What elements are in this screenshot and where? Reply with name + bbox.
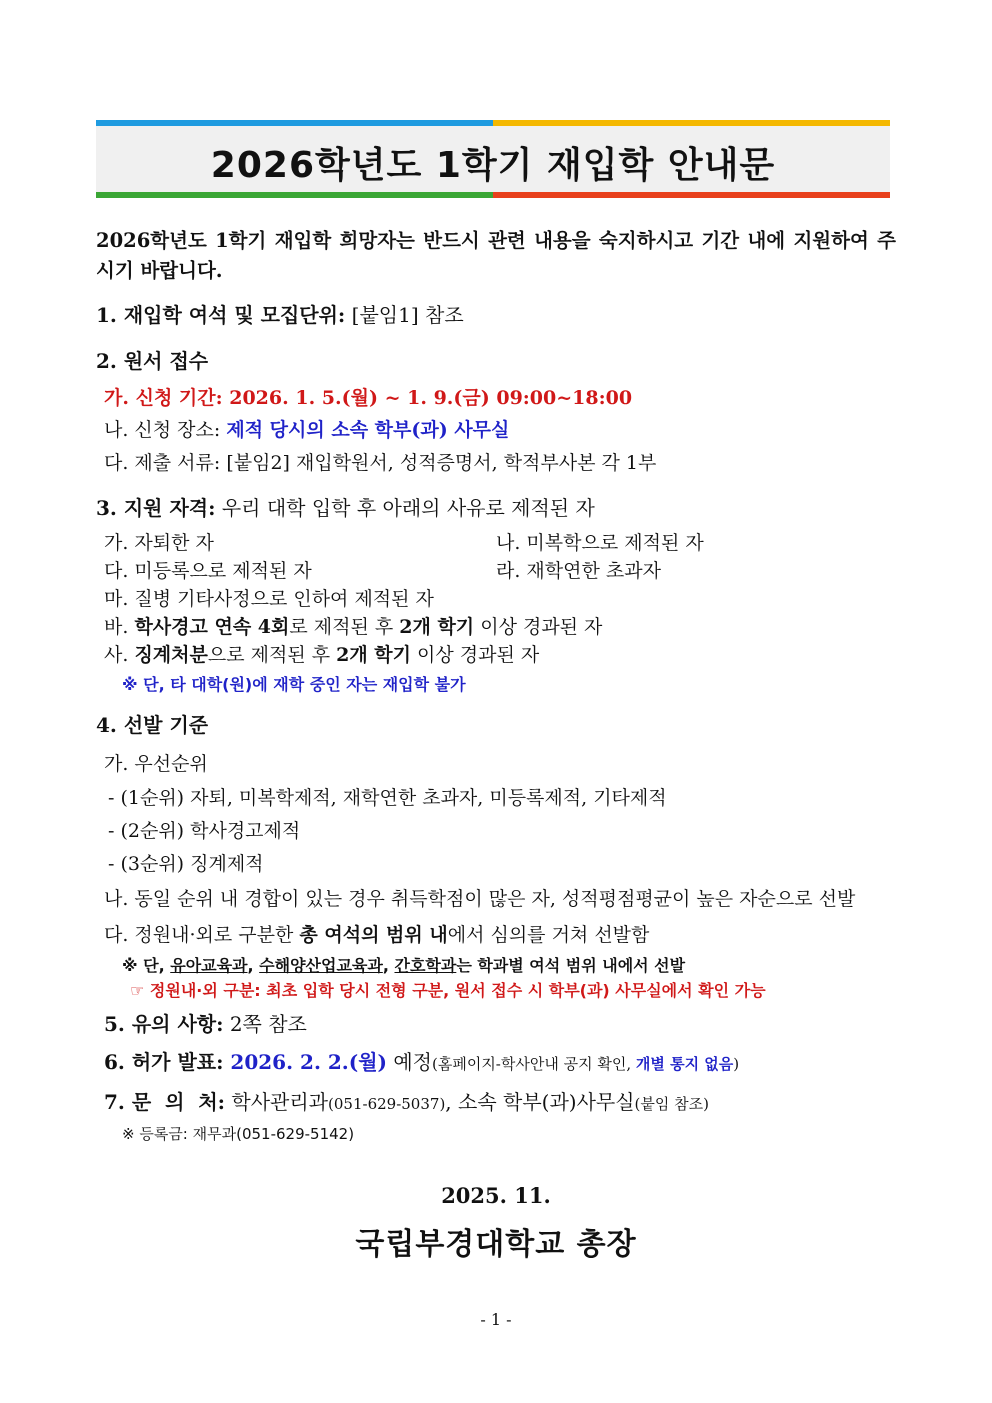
announcement-status: 예정: [387, 1050, 432, 1074]
eligibility-item: 가. 자퇴한 자: [104, 532, 214, 554]
rule-text: 에서 심의를 거쳐 선발함: [447, 924, 650, 946]
banner-bottom-bar: [96, 192, 890, 198]
eligibility-note: ※ 단, 타 대학(원)에 재학 중인 자는 재입학 불가: [122, 675, 466, 694]
title-banner: [96, 120, 890, 198]
eligibility-item: 다. 미등록으로 제적된 자: [104, 560, 312, 582]
top-bar-segment: [295, 120, 494, 126]
section-5-value: 2쪽 참조: [223, 1012, 307, 1036]
department-name: 유아교육과: [170, 956, 248, 975]
department-note: [122, 954, 685, 978]
priority-heading: 가. 우선순위: [104, 753, 208, 775]
section-1: [96, 303, 464, 327]
eligibility-item: 라. 재학연한 초과자: [496, 560, 661, 582]
quota-note: ☞ 정원내·외 구분: 최초 입학 당시 전형 구분, 원서 접수 시 학부(과) 사무실에서 확인 가능: [130, 981, 766, 1000]
item-text: 이상 경과된 자: [411, 644, 540, 666]
note-suffix: 는 학과별 여석 범위 내에서 선발: [456, 956, 686, 975]
contact-phone: (051-629-5037): [328, 1095, 446, 1113]
application-place: [104, 418, 509, 442]
bottom-bar-segment: [295, 192, 494, 198]
required-documents: 다. 제출 서류: [붙임2] 재입학원서, 성적증명서, 학적부사본 각 1부: [104, 452, 657, 474]
item-bold: 2개 학기: [336, 644, 412, 666]
eligibility-item: 나. 미복학으로 제적된 자: [496, 532, 704, 554]
banner-top-bar: [96, 120, 890, 126]
separator: ,: [382, 956, 395, 975]
priority-rank: - (1순위) 자퇴, 미복학제적, 재학연한 초과자, 미등록제적, 기타제적: [108, 787, 667, 809]
document-signer: 국립부경대학교 총장: [355, 1227, 637, 1262]
note-prefix: ※ 단,: [122, 956, 171, 975]
item-prefix: 바.: [104, 616, 135, 638]
section-1-label: 1. 재입학 여석 및 모집단위:: [96, 303, 346, 327]
eligibility-item: 마. 질병 기타사정으로 인하여 제적된 자: [104, 588, 434, 610]
contact-department: , 소속 학부(과)사무실: [445, 1090, 635, 1114]
bottom-bar-segment: [493, 192, 692, 198]
section-3-desc: 우리 대학 입학 후 아래의 사유로 제적된 자: [215, 496, 595, 520]
contact-office: 학사관리과: [225, 1090, 329, 1114]
tie-break-rule: 나. 동일 순위 내 경합이 있는 경우 취득학점이 많은 자, 성적평점평균이 높은 자순으로 선발: [104, 888, 856, 910]
intro-paragraph: 2026학년도 1학기 재입학 희망자는 반드시 관련 내용을 숙지하시고 기간 내에 지원하여 주시기 바랍니다.: [96, 229, 896, 282]
section-6-label: 6. 허가 발표:: [104, 1050, 224, 1074]
announcement-note-close: ): [733, 1055, 740, 1073]
section-1-value: [붙임1] 참조: [345, 303, 464, 327]
announcement-note: (홈페이지-학사안내 공지 확인,: [432, 1055, 636, 1073]
application-place-value: 제적 당시의 소속 학부(과) 사무실: [226, 419, 510, 441]
application-place-label: 나. 신청 장소:: [104, 419, 227, 441]
eligibility-item: [104, 615, 602, 639]
department-name: 간호학과: [394, 956, 457, 975]
item-text: 으로 제적된 후: [207, 644, 337, 666]
page-title: 2026학년도 1학기 재입학 안내문: [210, 145, 776, 186]
announcement-date: 2026. 2. 2.(월): [223, 1050, 387, 1074]
section-6: [104, 1050, 739, 1076]
contact-attachment-note: (붙임 참조): [634, 1095, 709, 1113]
tuition-contact-note: ※ 등록금: 재무과(051-629-5142): [122, 1125, 355, 1143]
bottom-bar-segment: [96, 192, 295, 198]
section-7-label: 7. 문 의 처:: [104, 1090, 226, 1114]
section-2-heading: 2. 원서 접수: [96, 349, 209, 373]
item-text: 이상 경과된 자: [474, 616, 603, 638]
no-individual-notice: 개별 통지 없음: [635, 1055, 734, 1073]
item-bold: 징계처분: [134, 644, 208, 666]
selection-rule: [104, 923, 649, 947]
item-bold: 2개 학기: [399, 616, 475, 638]
document-date: 2025. 11.: [441, 1183, 551, 1208]
priority-rank: - (2순위) 학사경고제적: [108, 820, 301, 842]
application-period: 가. 신청 기간: 2026. 1. 5.(월) ~ 1. 9.(금) 09:00~18:00: [104, 387, 633, 409]
eligibility-item: [104, 643, 539, 667]
separator: ,: [247, 956, 260, 975]
section-3-label: 3. 지원 자격:: [96, 496, 216, 520]
rule-text: 다. 정원내·외로 구분한: [104, 924, 300, 946]
top-bar-segment: [96, 120, 295, 126]
rule-bold: 총 여석의 범위 내: [299, 924, 448, 946]
top-bar-segment: [692, 120, 891, 126]
item-bold: 학사경고 연속 4회: [134, 616, 290, 638]
page-number: - 1 -: [480, 1310, 512, 1329]
department-name: 수해양산업교육과: [259, 956, 383, 975]
section-4-heading: 4. 선발 기준: [96, 713, 209, 737]
section-7: [104, 1090, 709, 1116]
bottom-bar-segment: [692, 192, 891, 198]
priority-rank: - (3순위) 징계제적: [108, 853, 264, 875]
section-5-label: 5. 유의 사항:: [104, 1012, 224, 1036]
section-3-heading: [96, 496, 595, 520]
item-text: 로 제적된 후: [289, 616, 400, 638]
section-5: [104, 1012, 307, 1036]
item-prefix: 사.: [104, 644, 135, 666]
top-bar-segment: [493, 120, 692, 126]
